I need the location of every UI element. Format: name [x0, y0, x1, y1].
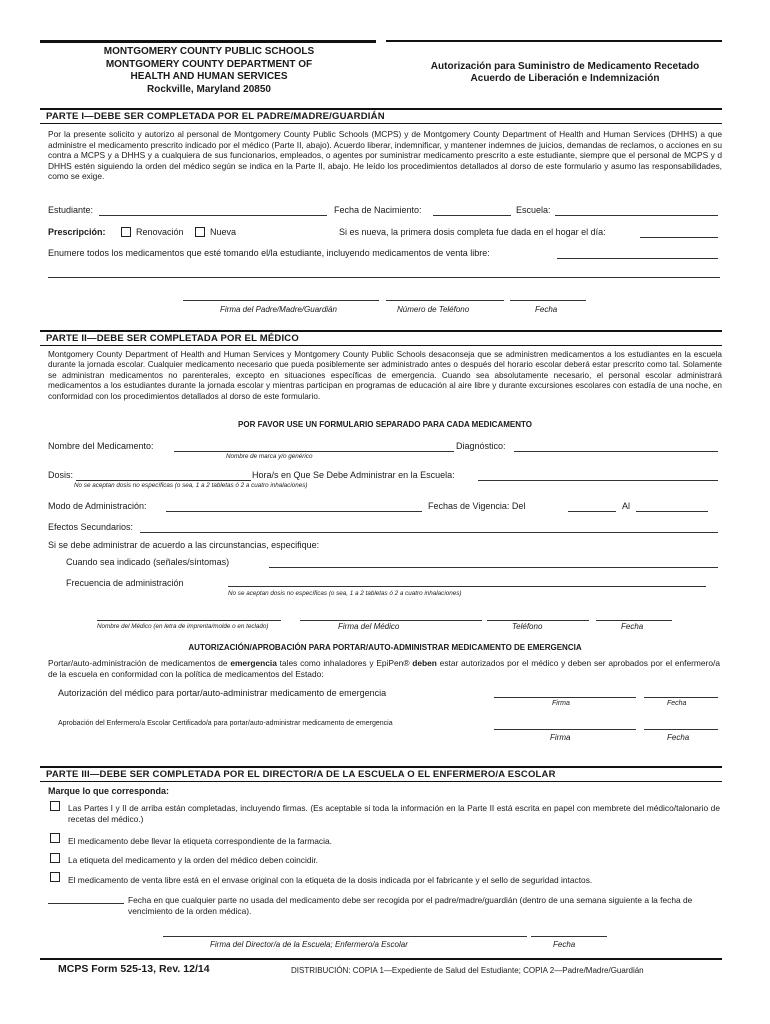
emergency-text — [48, 658, 720, 679]
auth-doctor-date-caption: Fecha — [667, 700, 687, 707]
doctor-signature-field[interactable] — [300, 620, 482, 621]
dose-field[interactable] — [76, 480, 251, 481]
prescription-label: Prescripción: — [48, 227, 106, 237]
distribution: DISTRIBUCIÓN: COPIA 1—Expediente de Salud del Estudiante; COPIA 2—Padre/Madre/Guardián — [291, 966, 644, 975]
auth-doctor-sig-caption: Firma — [552, 700, 570, 707]
org-block — [40, 46, 378, 96]
auth-doctor-label: Autorización del médico para portar/auto-administrar medicamento de emergencia — [58, 688, 387, 698]
auth-nurse-signature-field[interactable] — [494, 729, 636, 730]
otc-label: Enumere todos los medicamentos que esté tomando el/la estudiante, incluyendo medicamentos de venta libre: — [48, 248, 490, 258]
when-field[interactable] — [269, 567, 718, 568]
emergency-text-a: Portar/auto-administración de medicamentos de — [48, 658, 231, 668]
validity-to-label: Al — [622, 501, 631, 511]
when-label: Cuando sea indicado (señales/síntomas) — [66, 557, 230, 567]
pickup-date-field[interactable] — [48, 903, 124, 904]
dob-label: Fecha de Nacimiento: — [334, 205, 422, 215]
check-parts-complete[interactable] — [50, 801, 60, 811]
pickup-text: Fecha en que cualquier parte no usada del medicamento debe ser recogida por el padre/madre/guardián (dentro de una semana siguiente a la fecha de vencimiento de la orden médica). — [128, 895, 693, 916]
dose-label: Dosis: — [48, 470, 74, 480]
otc-field[interactable] — [557, 258, 718, 259]
frequency-field[interactable] — [228, 586, 706, 587]
parent-signature-caption: Firma del Padre/Madre/Guardián — [220, 305, 337, 314]
emergency-title: AUTORIZACIÓN/APROBACIÓN PARA PORTAR/AUTO-ADMINISTRAR MEDICAMENTO DE EMERGENCIA — [188, 643, 582, 652]
diagnosis-label: Diagnóstico: — [456, 441, 506, 451]
director-date-field[interactable] — [531, 936, 607, 937]
emergency-text-b: emergencia — [230, 658, 277, 668]
form-number: MCPS Form 525-13, Rev. 12/14 — [58, 963, 210, 975]
doctor-date-field[interactable] — [596, 620, 672, 621]
doctor-date-caption: Fecha — [621, 622, 644, 631]
org-line: MONTGOMERY COUNTY DEPARTMENT OF — [105, 58, 313, 70]
frequency-note: No se aceptan dosis no específicas (o sea, 1 a 2 tabletas ó 2 a cuatro inhalaciones) — [228, 590, 462, 597]
part2-heading: PARTE II—DEBE SER COMPLETADA POR EL MÉDICO — [40, 330, 722, 346]
renewal-checkbox[interactable] — [121, 227, 131, 237]
check-otc-original-text: El medicamento de venta libre está en el envase original con la etiqueta de la dosis indicada por el fabricante y el sello de seguridad intactos. — [68, 875, 593, 885]
auth-nurse-date-field[interactable] — [644, 729, 718, 730]
separate-form-note: POR FAVOR USE UN FORMULARIO SEPARADO PARA CADA MEDICAMENTO — [238, 420, 532, 429]
doctor-signature-caption: Firma del Médico — [338, 622, 400, 631]
auth-nurse-sig-caption: Firma — [550, 733, 571, 742]
dob-field[interactable] — [433, 215, 511, 216]
validity-to-field[interactable] — [636, 511, 708, 512]
parent-signature-field[interactable] — [183, 300, 379, 301]
org-line: HEALTH AND HUMAN SERVICES — [130, 71, 288, 83]
footer-rule — [40, 958, 722, 960]
doctor-name-caption: Nombre del Médico (en letra de imprenta/molde o en teclado) — [97, 623, 269, 630]
new-checkbox[interactable] — [195, 227, 205, 237]
hours-field[interactable] — [478, 480, 718, 481]
mode-field[interactable] — [166, 511, 422, 512]
dose-note: No se aceptan dosis no específicas (o sea, 1 a 2 tabletas ó 2 a cuatro inhalaciones) — [74, 482, 308, 489]
prn-label: Si se debe administrar de acuerdo a las circunstancias, especifique: — [48, 540, 320, 550]
title-line-2: Acuerdo de Liberación e Indemnización — [470, 73, 660, 84]
brand-caption: Nombre de marca y/o genérico — [226, 453, 313, 460]
part1-text: Por la presente solicito y autorizo al personal de Montgomery County Public Schools (MCPS) y de Montgomery County Department of Health and Human Services (DHHS) a que administre el medicamento prescrito indicado por el médico (Parte II, abajo). Acuerdo liberar, indemnificar, y mantener indemnes de juicios, demandas de reclamos, o acciones en su contra a MCPS y a DHHS y a cualquiera de sus funcionarios, empleados, o agentes por suministrar medicamento prescrito a este estudiante, siempre que el personal de MCPS y d DHHS estén siguiendo la orden del médico según se indica en la Parte II, abajo. He leído los procedimientos detallados al dorso de este formulario y asumo las responsabilidades, como se exige. — [48, 129, 722, 182]
otc-field-line-2[interactable] — [48, 277, 720, 278]
check-label-match[interactable] — [50, 853, 60, 863]
emergency-text-d: deben — [412, 658, 437, 668]
emergency-text-e: estar autorizados por el médico y deben ser aprobados por el enfermero/a de la escuela en conformidad con la política de medicamentos del Estado: — [48, 658, 720, 679]
diagnosis-field[interactable] — [514, 451, 718, 452]
phone-caption: Número de Teléfono — [397, 305, 470, 314]
first-dose-label: Si es nueva, la primera dosis completa fue dada en el hogar el día: — [339, 227, 606, 237]
org-line: MONTGOMERY COUNTY PUBLIC SCHOOLS — [103, 46, 315, 57]
part2-text: Montgomery County Department of Health and Human Services y Montgomery County Public Schools desaconseja que se administren medicamentos a los estudiantes en la escuela durante la jornada escolar. Cualquier medicamento necesario que pueda posiblemente ser administrado antes o después del horario escolar deberá estar prescrito como tal. Solamente se administran medicamentos no parenterales, excepto en situaciones específicas de emergencia. Cuando sea absolutamente necesario, el personal escolar administrará medicamentos a los estudiantes durante la jornada escolar y mientras participan en programas de educación al aire libre y durante excursiones escolares con estadía de una noche, en conformidad con los procedimientos detallados al dorso de este formulario. — [48, 350, 722, 401]
school-field[interactable] — [555, 215, 718, 216]
title-line-1: Autorización para Suministro de Medicamento Recetado — [430, 61, 700, 72]
auth-nurse-date-caption: Fecha — [667, 733, 690, 742]
doctor-phone-field[interactable] — [487, 620, 589, 621]
auth-doctor-date-field[interactable] — [644, 697, 718, 698]
emergency-text-c: tales como inhaladores y EpiPen® — [276, 658, 413, 668]
header-rule-right — [386, 40, 722, 42]
check-pharmacy-label[interactable] — [50, 833, 60, 843]
date-caption: Fecha — [535, 305, 558, 314]
parent-date-field[interactable] — [510, 300, 586, 301]
check-otc-original[interactable] — [50, 872, 60, 882]
school-label: Escuela: — [516, 205, 551, 215]
mode-label: Modo de Administración: — [48, 501, 147, 511]
frequency-label: Frecuencia de administración — [66, 578, 184, 588]
check-pharmacy-label-text: El medicamento debe llevar la etiqueta correspondiente de la farmacia. — [68, 836, 332, 846]
med-name-label: Nombre del Medicamento: — [48, 441, 154, 451]
student-label: Estudiante: — [48, 205, 94, 215]
header-rule — [40, 40, 376, 43]
med-name-field[interactable] — [174, 451, 454, 452]
doctor-name-field[interactable] — [97, 620, 281, 621]
form-title — [392, 61, 738, 85]
director-date-caption: Fecha — [553, 940, 576, 949]
part1-heading: PARTE I—DEBE SER COMPLETADA POR EL PADRE/MADRE/GUARDIÁN — [40, 108, 722, 124]
auth-nurse-label: Aprobación del Enfermero/a Escolar Certificado/a para portar/auto-administrar medicamento de emergencia — [58, 720, 393, 727]
part3-heading: PARTE III—DEBE SER COMPLETADA POR EL DIRECTOR/A DE LA ESCUELA O EL ENFERMERO/A ESCOLAR — [40, 766, 722, 782]
doctor-phone-caption: Teléfono — [512, 622, 543, 631]
first-dose-date-field[interactable] — [640, 237, 718, 238]
renewal-label: Renovación — [136, 227, 184, 237]
director-signature-caption: Firma del Director/a de la Escuela; Enfermero/a Escolar — [210, 940, 408, 949]
org-line: Rockville, Maryland 20850 — [147, 83, 271, 95]
parent-phone-field[interactable] — [386, 300, 504, 301]
validity-from-field[interactable] — [568, 511, 616, 512]
check-label-match-text: La etiqueta del medicamento y la orden del médico deben coincidir. — [68, 855, 319, 865]
director-signature-field[interactable] — [163, 936, 527, 937]
validity-label: Fechas de Vigencia: Del — [428, 501, 526, 511]
side-effects-field[interactable] — [140, 532, 718, 533]
new-label: Nueva — [210, 227, 237, 237]
student-field[interactable] — [99, 215, 327, 216]
side-effects-label: Efectos Secundarios: — [48, 522, 134, 532]
check-parts-complete-text: Las Partes I y II de arriba están completadas, incluyendo firmas. (Es aceptable si toda la información en la Parte II está escrita en papel con membrete del médico/talonario de recetas del médico.) — [68, 803, 720, 824]
mark-label: Marque lo que corresponda: — [48, 786, 170, 796]
auth-doctor-signature-field[interactable] — [494, 697, 636, 698]
hours-label: Hora/s en Que Se Debe Administrar en la Escuela: — [252, 470, 455, 480]
